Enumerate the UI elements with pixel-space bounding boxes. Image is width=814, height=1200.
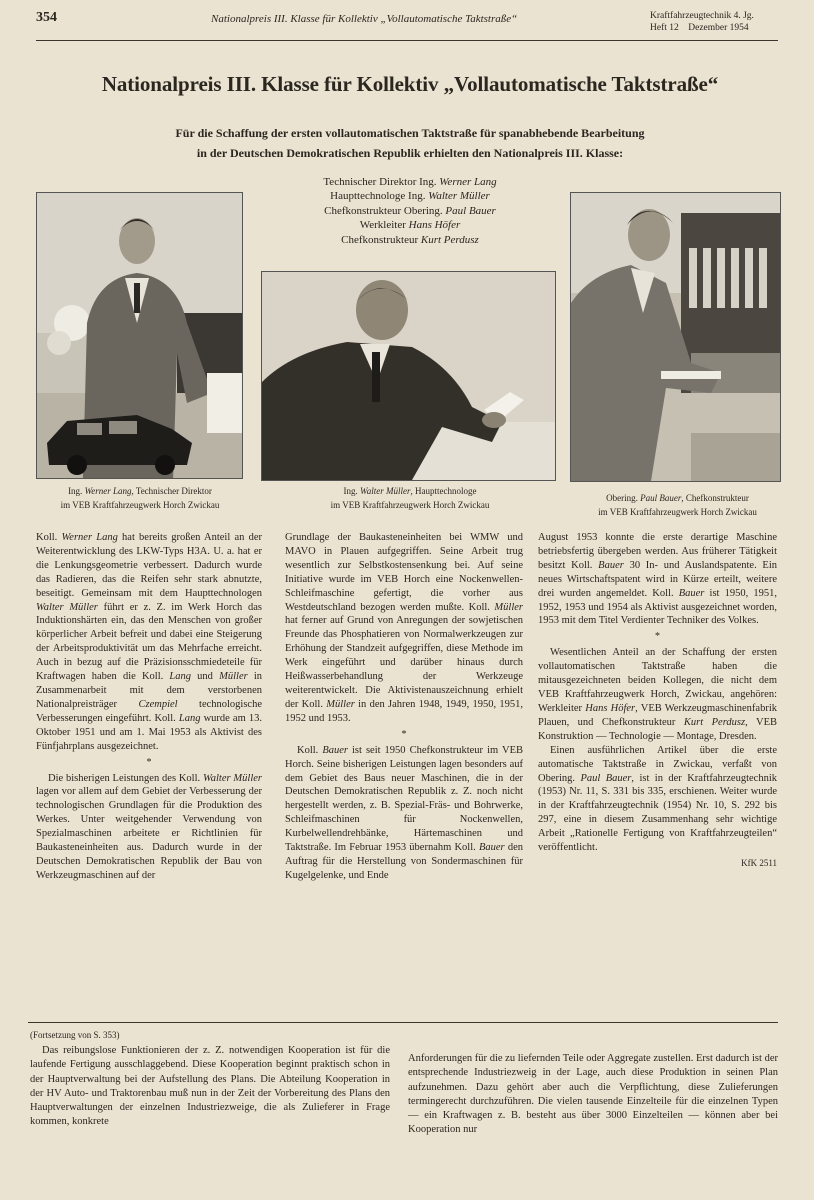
laureate-name: Kurt Perdusz <box>420 233 479 246</box>
text-run: Einen ausführlichen Artikel über die erste automatische Taktstraße in Zwickau, verfaßt von Obering. <box>538 744 777 784</box>
text-run: ist seit 1950 Chefkonstrukteur im VEB Horch. Seine bisherigen Leistungen lagen besonders auf dem Gebiet des Baus neuer Maschinen, die in der Deutschen Demokratischen Republik z. Z. noch nicht hergestellt werden, z. B. Spezial-Fräs- und Bohrwerke, Schleifmaschinen für Nockenwellen, Kurbelwellendrehbänke, Härtemaschinen und Taktstraße. Im Februar 1953 übernahm Koll. <box>285 744 523 854</box>
caption-title: Ing. <box>343 486 361 496</box>
laureate-entry <box>270 204 550 218</box>
text-run: in den Jahren 1948, 1949, 1950, 1951, 1952 und 1953. <box>285 698 524 724</box>
intro-line-1: Für die Schaffung der ersten vollautomatischen Taktstraße für spanabhebende Bearbeitung <box>175 126 645 140</box>
text-run: Die bisherigen Leistungen des Koll. <box>48 772 203 784</box>
article-paragraph <box>285 744 523 883</box>
text-run: ist 1950, 1951, 1952, 1953 und 1954 als Aktivist ausgezeichnet worden, 1953 mit dem Titel Verdienter Techniker des Volkes. <box>538 587 778 627</box>
person-name: Müller <box>494 601 523 613</box>
caption-werner-lang <box>30 484 250 512</box>
section-divider <box>28 1022 778 1023</box>
laureate-role: Chefkonstrukteur Obering. <box>324 204 446 217</box>
person-name: Bauer <box>478 842 505 854</box>
journal-line-1: Kraftfahrzeugtechnik 4. Jg. <box>650 11 754 21</box>
continuation-note: (Fortsetzung von S. 353) <box>30 1030 120 1040</box>
person-name: Hans Höfer <box>585 702 636 714</box>
laureate-role: Chefkonstrukteur <box>341 233 421 246</box>
section-separator: * <box>655 631 660 643</box>
caption-line-1 <box>565 491 790 505</box>
text-run: August 1953 konnte die erste derartige Maschine betriebsfertig übergeben werden. Aus früherer Tätigkeit besitzt Koll. <box>538 532 777 571</box>
portrait-image <box>262 272 555 480</box>
text-run: Koll. <box>297 744 323 756</box>
laureate-entry <box>270 175 550 189</box>
text-run: und <box>191 671 220 683</box>
person-name: Walter Müller <box>36 601 98 613</box>
text-run: technologische Verbesserungen eingeführt. Koll. <box>36 698 263 724</box>
caption-walter-mueller <box>270 484 550 512</box>
intro-line-2: in der Deutschen Demokratischen Republik erhielten den Nationalpreis III. Klasse: <box>196 146 624 160</box>
photo-paul-bauer <box>570 192 781 482</box>
article-column-1 <box>36 531 262 883</box>
caption-line-1 <box>270 484 550 498</box>
page-number: 354 <box>36 10 57 25</box>
caption-line-2: im VEB Kraftfahrzeugwerk Horch Zwickau <box>60 500 220 510</box>
text-run: in Zusammenarbeit mit dem verstorbenen Nationalpreisträger <box>36 671 263 710</box>
text-run: hat bereits großen Anteil an der Weiterentwicklung des LKW-Typs H3A. U. a. hat er die Lenkungsgeometrie verbessert. Dadurch wurde das Radieren, das die Reifen sehr stark abnutzte, beseitigt. Gemeinsam mit dem Haupttechnologen <box>36 532 262 599</box>
article-paragraph <box>538 531 777 628</box>
text-run: lagen vor allem auf dem Gebiet der Verbesserung der technologischen Grundlagen für die Produktion des Werkes. Unter weitgehender Verwendung von Spezialmaschinen arbeitete er Richtlinien für Baukasteneinheiten aus. Dadurch wurde in der Deutschen Demokratischen Republik der Bau von Werkzeugmaschinen auf der <box>36 786 262 881</box>
person-name: Müller <box>326 698 355 710</box>
person-name: Walter Müller <box>202 772 263 784</box>
caption-title: Obering. <box>606 493 641 503</box>
laureate-name: Werner Lang <box>439 176 497 188</box>
photo-walter-mueller <box>261 271 556 481</box>
text-run: Grundlage der Baukasteneinheiten bei WMW und MAVO in Plauen aufgegriffen. Seine Arbeit trug wesentlich zur Selbstkostensenkung bei. Auf seine Initiative wurde im VEB Horch eine Nockenwellen-Schleifmaschine gefertigt, die vorher aus Westdeutschland bezogen werden mußte. Koll. <box>285 532 523 613</box>
photo-werner-lang <box>36 192 243 479</box>
laureate-name: Paul Bauer <box>445 204 496 217</box>
text-run: Wesentlichen Anteil an der Schaffung der ersten vollautomatischen Taktstraße haben die mitausgezeichneten beiden Kollegen, die nicht dem VEB Kraftfahrzeugwerk Horch, Zwickau, angehören: Werkleiter <box>538 647 777 714</box>
laureate-role: Technischer Direktor Ing. <box>323 176 440 188</box>
person-name: Lang <box>178 712 201 724</box>
laureate-role: Werkleiter <box>359 219 409 232</box>
article-paragraph <box>285 531 523 726</box>
laureate-entry <box>270 233 550 247</box>
section-separator: * <box>146 756 152 768</box>
text-run: wurde am 13. Oktober 1951 und am 1. Mai 1953 als Aktivist des Fünfjahrplans ausgezeichnet. <box>36 712 262 752</box>
text-run: , VEB Werkzeugmaschinenfabrik Plauen, und Chefkonstrukteur <box>538 702 778 728</box>
caption-line-1 <box>30 484 250 498</box>
caption-name: Walter Müller <box>360 486 411 496</box>
continued-article-column-2 <box>408 1052 778 1138</box>
laureate-name: Hans Höfer <box>408 219 461 232</box>
article-paragraph <box>36 531 262 754</box>
caption-role: , Haupttechnologe <box>410 486 477 496</box>
caption-role: , Technischer Direktor <box>131 486 212 496</box>
article-paragraph <box>538 744 777 855</box>
continued-paragraph: Das reibungslose Funktionieren der z. Z. notwendigen Kooperation ist für die laufende Fertigung ausschlaggebend. Diese Kooperation beginnt praktisch schon in der Hauptverwaltung bei der Aufstellung des Plans. Die Abteilung Kooperation in der HV Auto- und Traktorenbau muß nun in der Zeit der Vorbereitung des Plans den Hauptverwaltungen der einzelnen Industriezweige, die als Zulieferer in Frage kommen, konkrete <box>30 1045 390 1128</box>
article-column-3 <box>538 531 777 871</box>
continued-article-column-1 <box>30 1044 390 1130</box>
text-run: , ist in der Kraftfahrzeugtechnik (1953) Nr. 11, S. 331 bis 335, erschienen. Weiter wurde in der Kraftfahrzeugtechnik (1954) Nr. 10, S. 292 bis 297, eine in diesem Zusammenhang sehr wichtige Arbeit „Rationelle Fertigung von Kraftfahrzeugteilen“ veröffentlicht. <box>538 772 777 854</box>
article-paragraph <box>36 772 262 883</box>
person-name: Bauer <box>322 744 348 756</box>
laureate-entry <box>270 218 550 232</box>
running-header <box>36 8 778 41</box>
laureate-entry <box>270 189 550 203</box>
caption-name: Werner Lang <box>84 486 132 496</box>
caption-title: Ing. <box>68 486 85 496</box>
portrait-image <box>37 193 242 478</box>
text-run: 30 In- und Auslandspatente. Ein neues Wirtschaftspatent wird in Kürze erteilt, weitere drei wurden angemeldet. Koll. <box>538 559 778 599</box>
text-run: , VEB Konstruktion — Technologie — Montage, Dresden. <box>538 716 777 742</box>
person-name: Bauer <box>598 559 624 571</box>
caption-paul-bauer <box>565 491 790 519</box>
laureate-list <box>270 175 550 247</box>
article-paragraph <box>538 646 777 743</box>
section-separator: * <box>401 728 407 740</box>
continued-paragraph: Anforderungen für die zu liefernden Teile oder Aggregate zustellen. Erst dadurch ist der entsprechende Industriezweig in der Lage, auch diese Produktion in seinen Plan aufzunehmen. Dazu gehört aber auch die Verpflichtung, diese Zulieferungen termingerecht durchzuführen. Die vielen tausende Einzelteile für die einzelnen Typen — ein Kraftwagen z. B. besteht aus über 3000 Einzelteilen — können aber bei Kooperation nur <box>408 1053 778 1136</box>
caption-name: Paul Bauer <box>640 493 682 503</box>
article-intro <box>100 123 720 163</box>
article-column-2 <box>285 531 523 883</box>
person-name: Czempiel <box>138 698 178 710</box>
text-run: Koll. <box>36 532 62 543</box>
journal-info <box>650 10 778 34</box>
journal-line-2: Heft 12 Dezember 1954 <box>650 23 749 33</box>
caption-role: , Chefkonstrukteur <box>681 493 749 503</box>
running-title: Nationalpreis III. Klasse für Kollektiv „Vollautomatische Taktstraße“ <box>211 13 518 25</box>
portrait-image <box>571 193 780 481</box>
person-name: Bauer <box>678 587 705 599</box>
person-name: Paul Bauer <box>580 772 632 784</box>
caption-line-2: im VEB Kraftfahrzeugwerk Horch Zwickau <box>330 500 490 510</box>
person-name: Werner Lang <box>61 532 118 543</box>
caption-line-2: im VEB Kraftfahrzeugwerk Horch Zwickau <box>598 507 757 517</box>
article-signature: KfK 2511 <box>741 857 777 868</box>
text-run: den Auftrag für die Herstellung von Sondermaschinen für Kugelgelenke, und Ende <box>285 842 523 881</box>
article-title: Nationalpreis III. Klasse für Kollektiv „Vollautomatische Taktstraße“ <box>101 72 719 96</box>
person-name: Lang <box>169 671 192 683</box>
person-name: Kurt Perdusz <box>683 716 746 728</box>
text-run: führt er z. Z. im Werk Horch das Induktionshärten ein, das den Menschen von großer körperlicher Arbeit befreit und dabei eine Steigerung der Arbeitsproduktivität um das Mehrfache erreicht. Auch in bezug auf die Präzisionsschmiedeteile für Kraftwagen haben die Koll. <box>36 601 263 683</box>
laureate-name: Walter Müller <box>428 190 490 203</box>
person-name: Müller <box>219 671 248 683</box>
laureate-role: Haupttechnologe Ing. <box>330 190 429 203</box>
text-run: hat ferner auf Grund von Anregungen der sowjetischen Freunde das Phosphatieren von Normalwerkzeugen zur Erhöhung der Standzeit aufgegriffen, diese Methode im Werk eingeführt und darüber hinaus durch Heißwasserbehandlung der Werkzeuge weiterentwickelt. Die Aktivistenauszeichnung erhielt der Koll. <box>285 615 523 710</box>
